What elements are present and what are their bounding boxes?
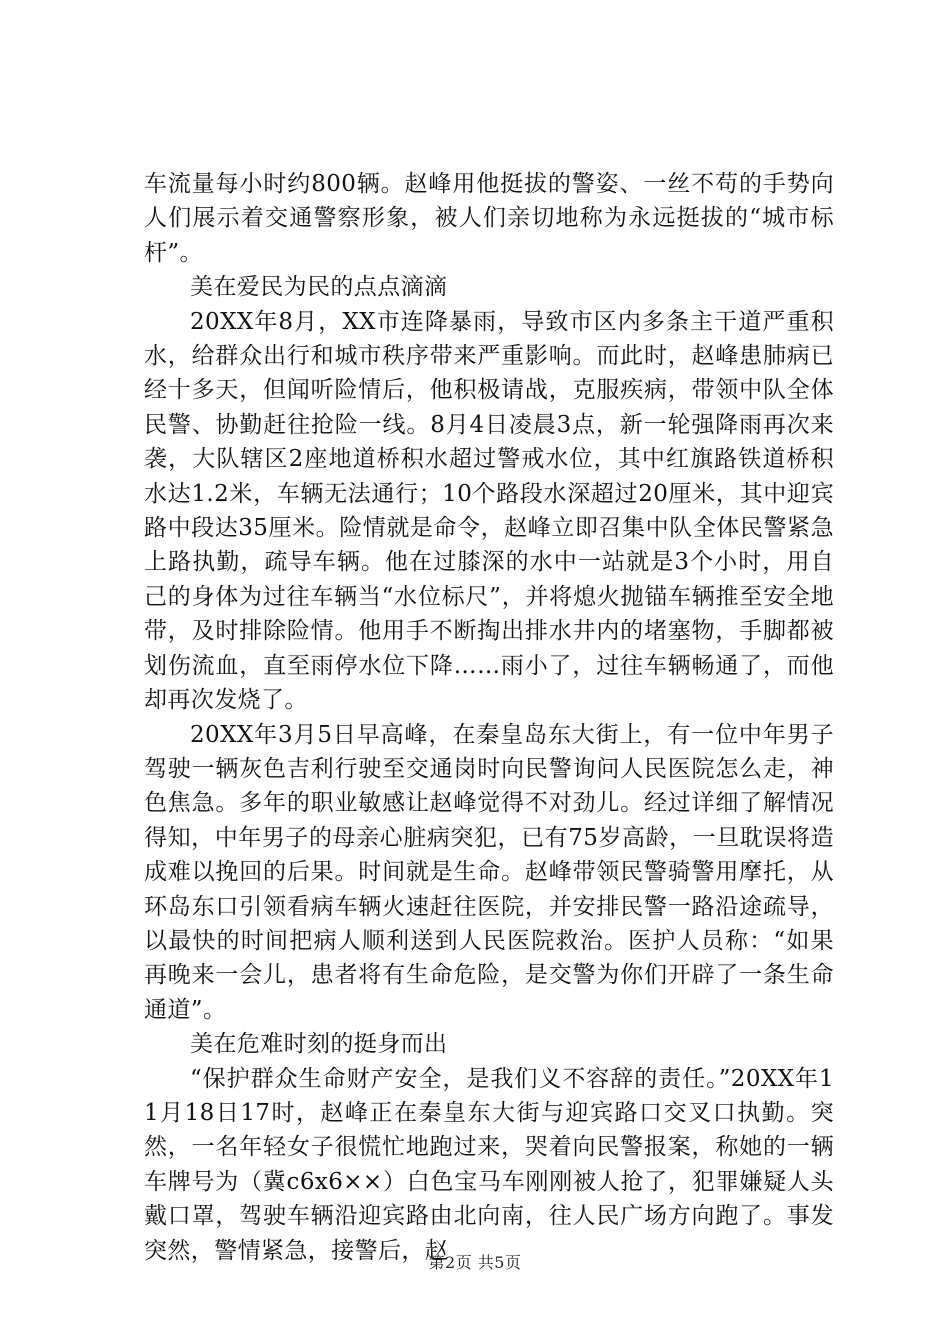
paragraph-continued: 车流量每小时约800辆。赵峰用他挺拔的警姿、一丝不苟的手势向人们展示着交通警察形象，被人们亲切地称为永远挺拔的“城市标杆”。 [144, 171, 834, 266]
paragraph-rainstorm-rescue: 20XX年8月，XX市连降暴雨，导致市区内多条主干道严重积水，给群众出行和城市秩序带来严重影响。而此时，赵峰患肺病已经十多天，但闻听险情后，他积极请战，克服疾病，带领中队全体民警、协勤赶往抢险一线。8月4日凌晨3点，新一轮强降雨再次来袭，大队辖区2座地道桥积水超过警戒水位，其中红旗路铁道桥积水达1.2米，车辆无法通行；10个路段水深超过20厘米，其中迎宾路中段达35厘米。险情就是命令，赵峰立即召集中队全体民警紧急上路执勤，疏导车辆。他在过膝深的水中一站就是3个小时，用自己的身体为过往车辆当“水位标尺”，并将熄火抛锚车辆推至安全地带，及时排除险情。他用手不断掏出排水井内的堵塞物，手脚都被划伤流血，直至雨停水位下降……雨小了，过往车辆畅通了，而他却再次发烧了。 [144, 308, 834, 714]
page-number-footer: 第2页 共5页 [428, 1253, 522, 1272]
section-heading-care-for-people: 美在爱民为民的点点滴滴 [190, 274, 448, 301]
paragraph-hospital-escort: 20XX年3月5日早高峰，在秦皇岛东大街上，有一位中年男子驾驶一辆灰色吉利行驶至交通岗时向民警询问人民医院怎么走，神色焦急。多年的职业敏感让赵峰觉得不对劲儿。经过详细了解情况得知，中年男子的母亲心脏病突犯，已有75岁高龄，一旦耽误将造成难以挽回的后果。时间就是生命。赵峰带领民警骑警用摩托，从环岛东口引领看病车辆火速赶往医院，并安排民警一路沿途疏导，以最快的时间把病人顺利送到人民医院救治。医护人员称：“如果再晚来一会儿，患者将有生命危险，是交警为你们开辟了一条生命通道”。 [144, 721, 834, 1023]
document-body [144, 167, 834, 1268]
section-heading-critical-moment: 美在危难时刻的挺身而出 [190, 1031, 448, 1058]
paragraph-robbery-report: “保护群众生命财产安全，是我们义不容辞的责任。”20XX年11月18日17时，赵峰正在秦皇东大街与迎宾路口交叉口执勤。突然，一名年轻女子很慌忙地跑过来，哭着向民警报案，称她的一辆车牌号为（冀c6x6××）白色宝马车刚刚被人抢了，犯罪嫌疑人头戴口罩，驾驶车辆沿迎宾路由北向南，往人民广场方向跑了。事发突然，警情紧急，接警后，赵 [144, 1065, 834, 1264]
